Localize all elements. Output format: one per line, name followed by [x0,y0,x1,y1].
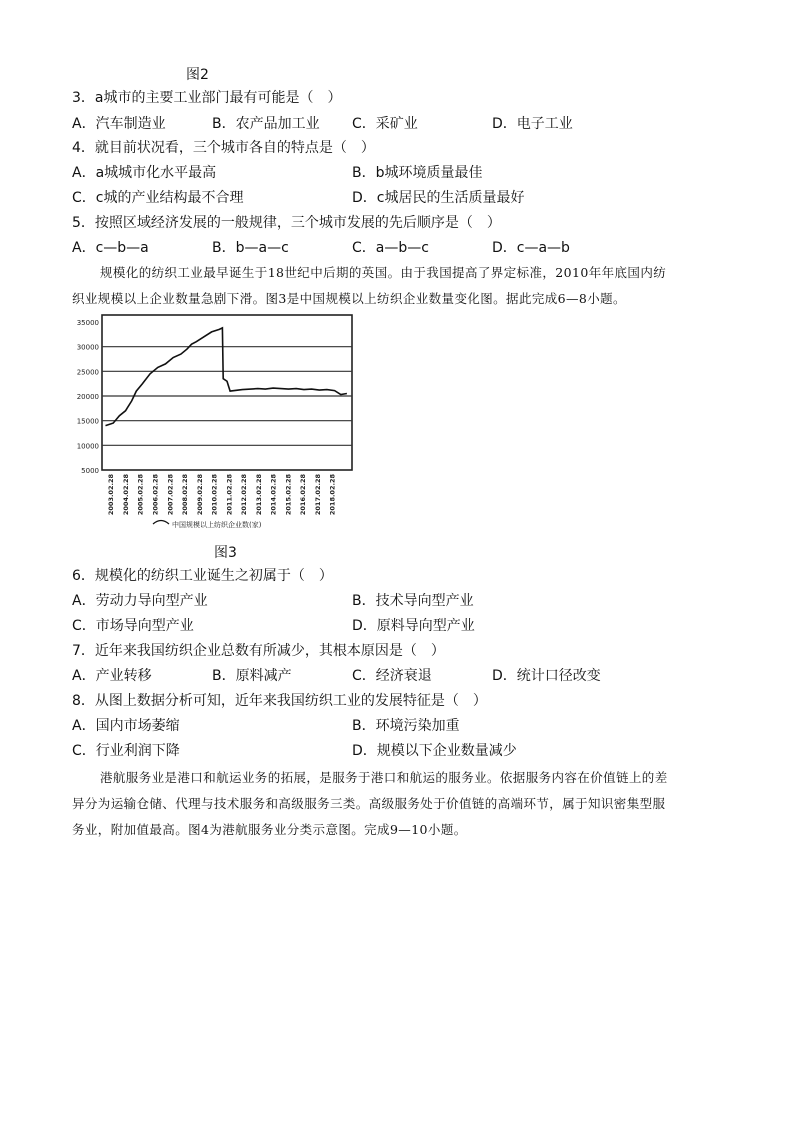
x-tick-label: 2014.02.28 [269,474,278,516]
figure-3-caption: 图3 [214,545,237,561]
q6-option-b: B．技术导向型产业 [352,593,474,609]
q7-option-d: D．统计口径改变 [492,668,601,684]
x-tick-label: 2016.02.28 [299,474,308,516]
y-tick-label: 25000 [76,368,99,377]
q4-option-a: A．a城城市化水平最高 [72,165,217,181]
q8-option-a: A．国内市场萎缩 [72,718,180,734]
q8-option-d: D．规模以下企业数量减少 [352,743,517,759]
q3-option-d: D．电子工业 [492,116,573,132]
q4-option-b: B．b城环境质量最佳 [352,165,483,181]
q5-option-d: D．c—a—b [492,240,570,256]
passage-port-line-1: 港航服务业是港口和航运业务的拓展，是服务于港口和航运的服务业。依据服务内容在价值链上的差 [100,770,668,785]
y-tick-label: 15000 [76,417,99,426]
legend-swatch [153,521,169,525]
x-tick-label: 2011.02.28 [225,474,234,516]
x-tick-label: 2006.02.28 [151,474,160,516]
question-8-stem: 8．从图上数据分析可知，近年来我国纺织工业的发展特征是（ ） [72,693,487,709]
passage-port-line-3: 务业，附加值最高。图4为港航服务业分类示意图。完成9—10小题。 [72,822,467,837]
q5-option-c: C．a—b—c [352,240,429,256]
passage-textile [72,260,724,312]
q3-option-b: B．农产品加工业 [212,116,320,132]
x-tick-label: 2015.02.28 [284,474,293,516]
passage-port-services [72,765,724,843]
x-tick-label: 2018.02.28 [328,474,337,516]
y-tick-label: 20000 [76,393,99,401]
x-tick-label: 2008.02.28 [181,474,190,516]
q4-option-d: D．c城居民的生活质量最好 [352,190,525,206]
x-tick-label: 2007.02.28 [166,474,175,516]
chart-frame [102,315,352,470]
x-tick-label: 2010.02.28 [210,474,219,516]
q6-option-c: C．市场导向型产业 [72,618,194,634]
legend-label: 中国规模以上纺织企业数(家) [172,521,262,529]
textile-enterprise-line-chart [75,312,355,534]
x-tick-label: 2004.02.28 [121,474,130,516]
y-tick-label: 35000 [76,319,99,327]
q7-option-a: A．产业转移 [72,668,152,684]
q6-option-d: D．原料导向型产业 [352,618,475,634]
q5-option-b: B．b—a—c [212,240,289,256]
passage-textile-line-1: 规模化的纺织工业最早诞生于18世纪中后期的英国。由于我国提高了界定标准，2010年年底国内纺 [100,265,667,280]
question-4-stem: 4．就目前状况看，三个城市各自的特点是（ ） [72,140,375,156]
q7-option-c: C．经济衰退 [352,668,432,684]
q3-option-c: C．采矿业 [352,116,418,132]
y-tick-label: 5000 [81,467,99,475]
q4-option-c: C．c城的产业结构最不合理 [72,190,244,206]
x-tick-label: 2017.02.28 [313,474,322,516]
q8-option-c: C．行业利润下降 [72,743,180,759]
x-tick-label: 2009.02.28 [195,474,204,516]
q6-option-a: A．劳动力导向型产业 [72,593,208,609]
question-5-stem: 5．按照区域经济发展的一般规律，三个城市发展的先后顺序是（ ） [72,215,501,231]
passage-textile-line-2: 织业规模以上企业数量急剧下滑。图3是中国规模以上纺织企业数量变化图。据此完成6—8小题。 [72,291,626,306]
question-6-stem: 6．规模化的纺织工业诞生之初属于（ ） [72,568,333,584]
q7-option-b: B．原料减产 [212,668,292,684]
question-7-stem: 7．近年来我国纺织企业总数有所减少，其根本原因是（ ） [72,643,445,659]
question-3-stem: 3．a城市的主要工业部门最有可能是（ ） [72,90,342,106]
q3-option-a: A．汽车制造业 [72,116,166,132]
x-tick-label: 2013.02.28 [254,474,263,516]
x-tick-label: 2003.02.28 [107,474,116,516]
x-tick-label: 2005.02.28 [136,474,145,516]
x-tick-label: 2012.02.28 [240,474,249,516]
y-tick-label: 10000 [76,442,99,451]
y-tick-label: 30000 [76,343,99,352]
q8-option-b: B．环境污染加重 [352,718,460,734]
q5-option-a: A．c—b—a [72,240,149,256]
figure-2-caption: 图2 [186,67,209,83]
passage-port-line-2: 异分为运输仓储、代理与技术服务和高级服务三类。高级服务处于价值链的高端环节，属于知识密集型服 [72,796,666,811]
